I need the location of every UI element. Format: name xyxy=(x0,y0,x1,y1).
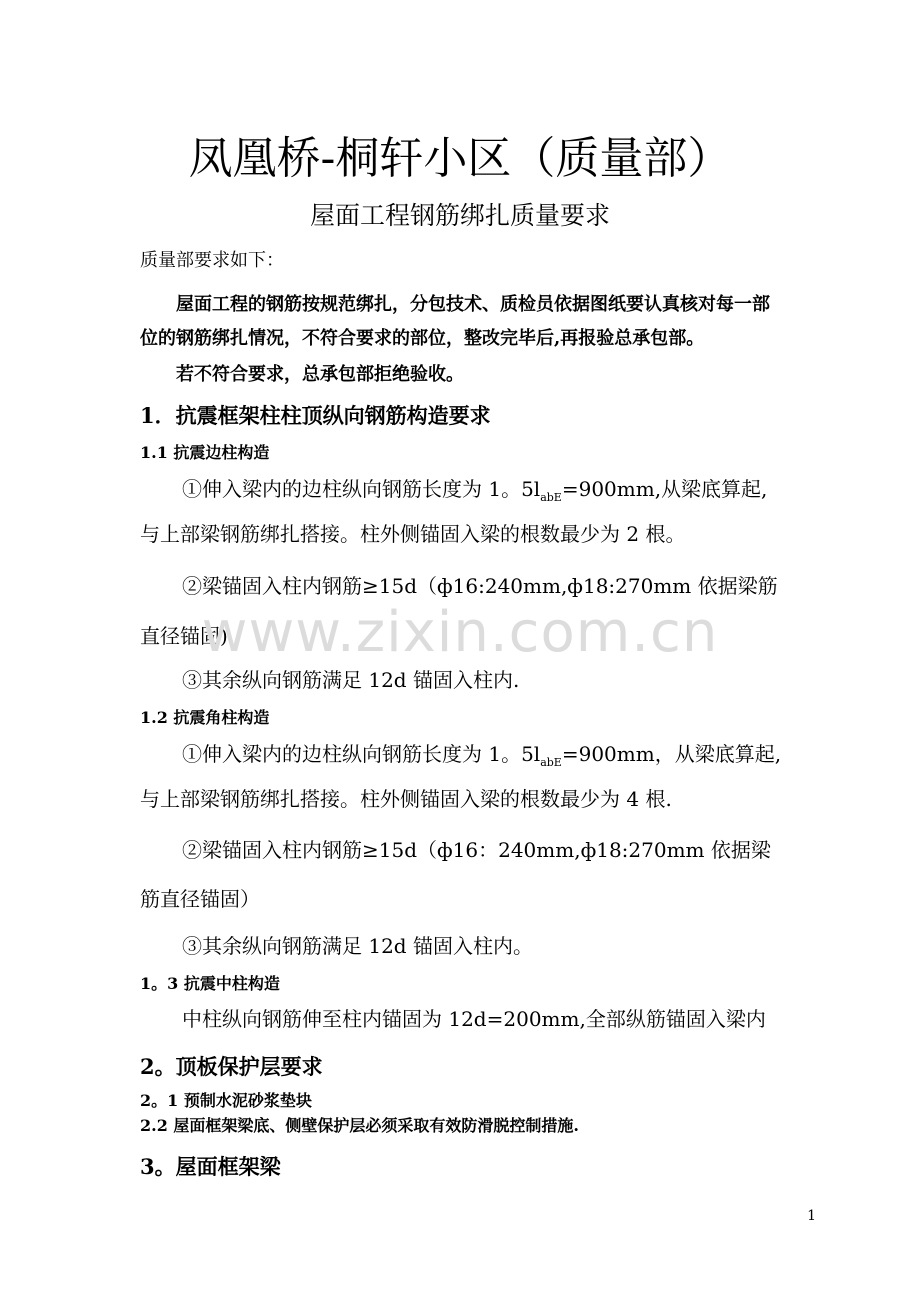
heading-3: 3。屋面框架梁 xyxy=(140,1154,281,1179)
heading-2-1: 2。1 预制水泥砂浆垫块 xyxy=(140,1091,312,1110)
s12-item3: ③其余纵向钢筋满足 12d 锚固入柱内。 xyxy=(182,934,533,958)
heading-2-2: 2.2 屋面框架梁底、侧壁保护层必须采取有效防滑脱控制措施. xyxy=(140,1116,579,1135)
heading-1-1: 1.1 抗震边柱构造 xyxy=(140,443,270,462)
s12-item1-sub: abE xyxy=(540,756,562,769)
page-number: 1 xyxy=(807,1208,816,1224)
s12-item2-line2: 筋直径锚固） xyxy=(140,887,260,911)
s11-item1-sub: abE xyxy=(540,491,562,504)
s12-item2-line1: ②梁锚固入柱内钢筋≥15d（ф16：240mm,ф18:270mm 依据梁 xyxy=(182,838,771,862)
s11-item1-pre: ①伸入梁内的边柱纵向钢筋长度为 1。5l xyxy=(182,477,541,501)
s11-item2-line1: ②梁锚固入柱内钢筋≥15d（ф16:240mm,ф18:270mm 依据梁筋 xyxy=(182,574,778,598)
para1-line1: 屋面工程的钢筋按规范绑扎，分包技术、质检员依据图纸要认真核对每一部 xyxy=(176,294,770,315)
s12-item1-post: =900mm，从梁底算起, xyxy=(561,742,782,766)
s11-item1-post: =900mm,从梁底算起, xyxy=(561,477,768,501)
para2: 若不符合要求，总承包部拒绝验收。 xyxy=(176,364,464,385)
s12-item1-pre: ①伸入梁内的边柱纵向钢筋长度为 1。5l xyxy=(182,742,541,766)
document-title: 凤凰桥-桐轩小区（质量部） xyxy=(188,133,732,184)
heading-1: 1．抗震框架柱柱顶纵向钢筋构造要求 xyxy=(140,403,491,428)
watermark: www.zixin.com.cn xyxy=(201,600,719,665)
intro-text: 质量部要求如下： xyxy=(140,250,284,271)
s11-item1-line2: 与上部梁钢筋绑扎搭接。柱外侧锚固入梁的根数最少为 2 根。 xyxy=(140,522,686,546)
heading-1-2: 1.2 抗震角柱构造 xyxy=(140,708,270,727)
heading-2: 2。顶板保护层要求 xyxy=(140,1054,323,1079)
para1-line2: 位的钢筋绑扎情况，不符合要求的部位，整改完毕后,再报验总承包部。 xyxy=(140,328,705,349)
s11-item2-line2: 直径锚固) xyxy=(140,624,228,648)
s11-item1-line1 xyxy=(182,473,767,504)
s13-item1: 中柱纵向钢筋伸至柱内锚固为 12d=200mm,全部纵筋锚固入梁内 xyxy=(182,1007,766,1031)
s12-item1-line1 xyxy=(182,738,781,769)
heading-1-3: 1。3 抗震中柱构造 xyxy=(140,974,280,993)
s11-item3: ③其余纵向钢筋满足 12d 锚固入柱内. xyxy=(182,668,520,692)
document-subtitle: 屋面工程钢筋绑扎质量要求 xyxy=(309,201,610,230)
s12-item1-line2: 与上部梁钢筋绑扎搭接。柱外侧锚固入梁的根数最少为 4 根. xyxy=(140,787,672,811)
